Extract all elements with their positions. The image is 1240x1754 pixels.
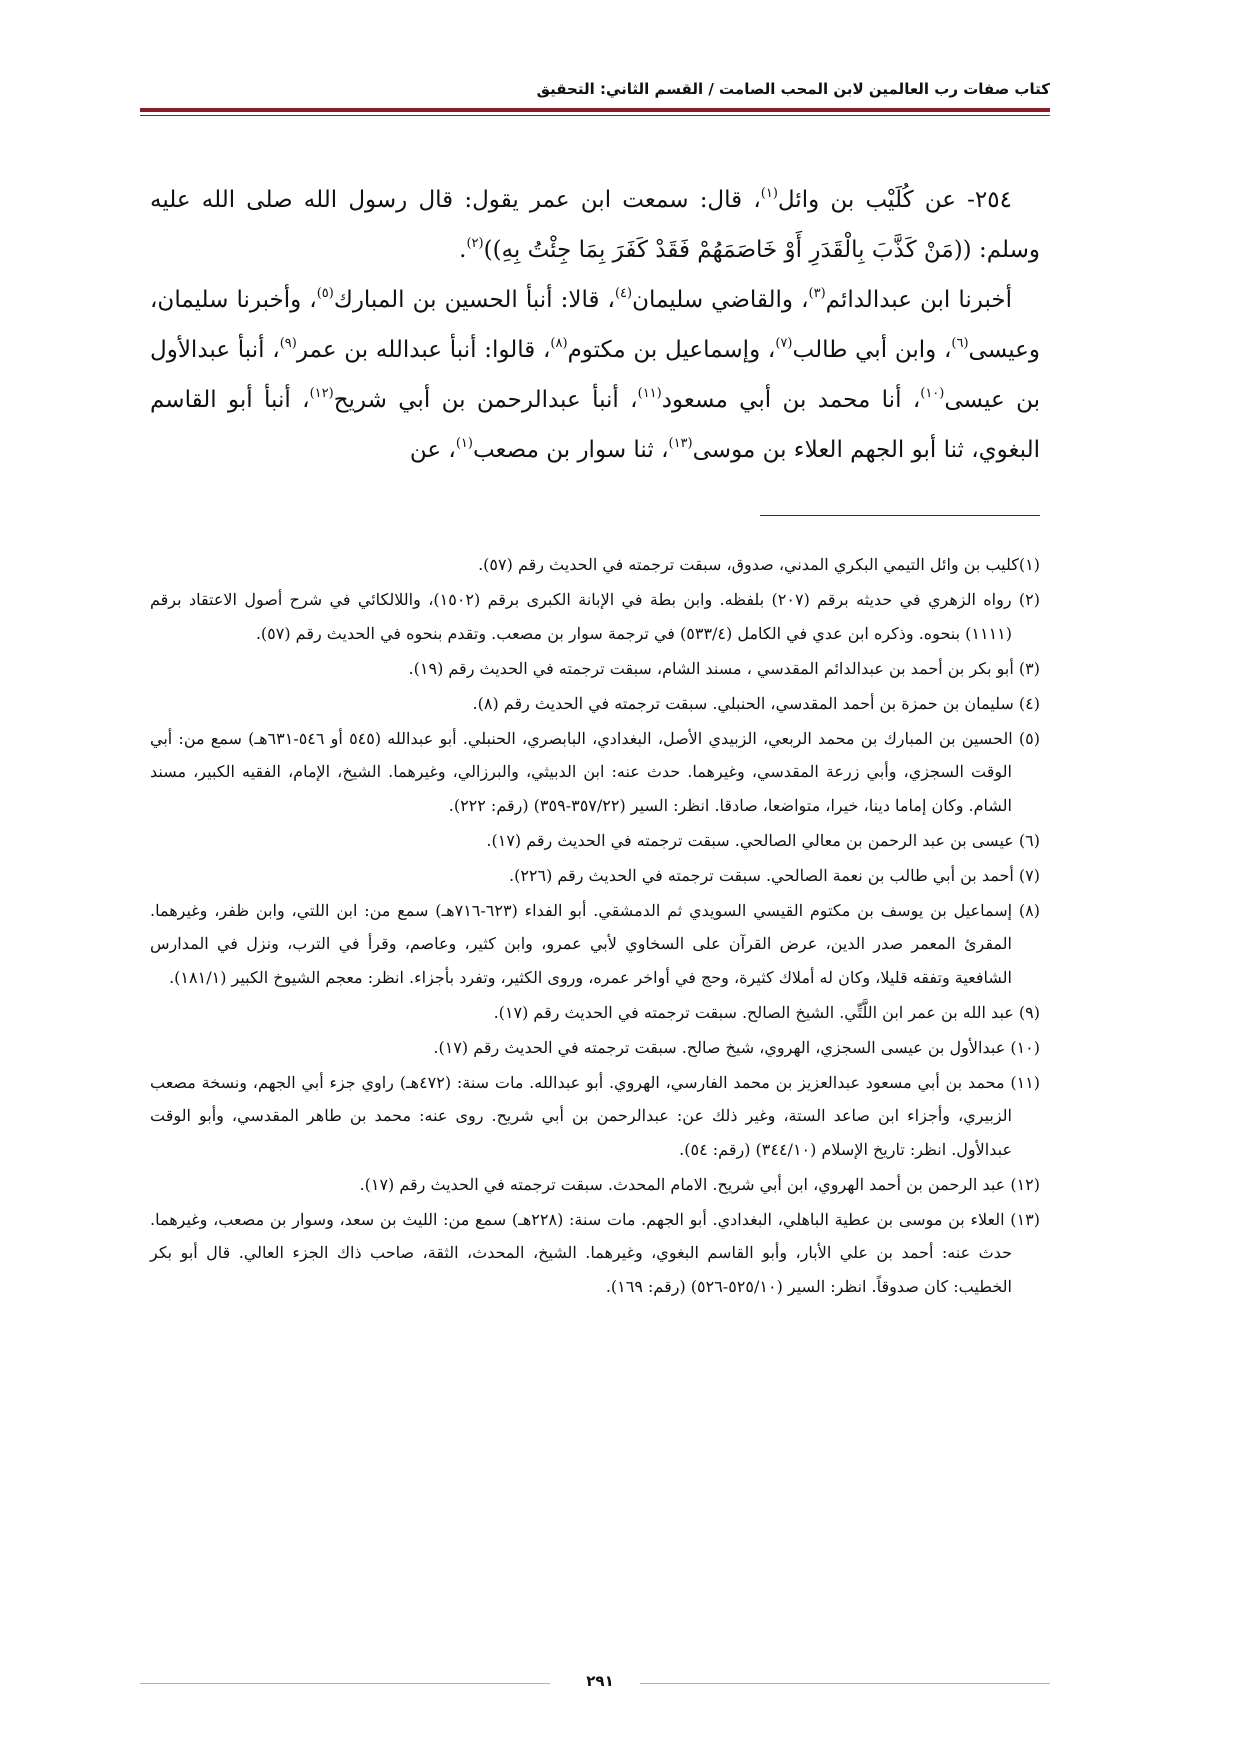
- footnote: (١٣) العلاء بن موسى بن عطية الباهلي، البغدادي. أبو الجهم. مات سنة: (٢٢٨هـ) سمع من: الليث بن سعد، وسوار بن مصعب، وغيرهما. حدث عنه: أحمد بن علي الأبار، وأبو القاسم البغوي، وغيرهما. الشيخ، المحدث، الثقة، صاحب ذاك الجزء العالي. قال أبو بكر الخطيب: كان صدوقاً. انظر: السير (٥٢٥/١٠-٥٢٦) (رقم: ١٦٩).: [150, 1209, 1040, 1296]
- footnote: (١١) محمد بن أبي مسعود عبدالعزيز بن محمد الفارسي، الهروي. أبو عبدالله. مات سنة: (٤٧٢هـ) راوي جزء أبي الجهم، ونسخة مصعب الزبيري، وأجزاء ابن صاعد الستة، وغير ذلك عن: عبدالرحمن بن أبي شريح. روى عنه: محمد بن طاهر المقدسي، وأبو الوقت عبدالأول. انظر: تاريخ الإسلام (٣٤٤/١٠) (رقم: ٥٤).: [150, 1072, 1040, 1159]
- text-span: ، وأخبرنا سليمان، وعيسى: [150, 287, 1040, 363]
- text-span: ، قال: سمعت ابن عمر يقول: قال رسول الله صلى الله عليه وسلم: ((مَنْ كَذَّبَ بِالْقَدَرِ أَوْ خَاصَمَهُمْ فَقَدْ كَفَرَ بِمَا جِئْتُ بِهِ)): [150, 187, 1040, 263]
- footnote: (٧) أحمد بن أبي طالب بن نعمة الصالحي. سبقت ترجمته في الحديث رقم (٢٢٦).: [508, 865, 1040, 885]
- text-span: ، عن: [409, 437, 456, 463]
- text-span: ، أنبأ أبو القاسم البغوي، ثنا أبو الجهم العلاء بن موسى: [150, 387, 1040, 463]
- footnote: (٤) سليمان بن حمزة بن أحمد المقدسي، الحنبلي. سبقت ترجمته في الحديث رقم (٨).: [472, 693, 1040, 713]
- footnote-ref: (١١): [637, 386, 662, 401]
- footnote-ref: (٤): [614, 286, 633, 301]
- text-span: ، قالوا: أنبأ عبدالله بن عمر: [296, 337, 551, 363]
- footnote-ref: (١٠): [920, 386, 945, 401]
- hadith-paragraph: [150, 175, 1040, 275]
- text-span: ، وابن أبي طالب: [792, 337, 952, 363]
- footer-rule-left: [140, 1683, 550, 1684]
- footnote: (٨) إسماعيل بن يوسف بن مكتوم القيسي السويدي ثم الدمشقي. أبو الفداء (٦٢٣-٧١٦هـ) سمع من: ابن اللتي، وابن ظفر، وغيرهما. المقرئ المعمر صدر الدين، عرض القرآن على السخاوي لأبي عمرو، وابن كثير، وعاصم، وقرأ في الترب، ونزل في المدارس الشافعية وتفقه قليلا، وكان له أملاك كثيرة، وحج في أواخر عمره، وروى الكثير، وتفرد بأجزاء. انظر: معجم الشيوخ الكبير (١٨١/١).: [150, 900, 1041, 987]
- text-span: أخبرنا ابن عبدالدائم: [825, 287, 1012, 313]
- footnotes: [150, 548, 1040, 1305]
- footnote: (٩) عبد الله بن عمر ابن اللَّتِّي. الشيخ الصالح. سبقت ترجمته في الحديث رقم (١٧).: [493, 1002, 1040, 1022]
- footnote-ref: (٦): [951, 336, 969, 351]
- footnote-ref: (٢): [466, 236, 484, 251]
- text-span: ، أنبأ عبدالأول بن عيسى: [150, 337, 1041, 413]
- footnote: (٣) أبو بكر بن أحمد بن عبدالدائم المقدسي ، مسند الشام، سبقت ترجمته في الحديث رقم (١٩).: [408, 658, 1040, 678]
- text-span: ، والقاضي سليمان: [632, 287, 809, 313]
- main-text: [150, 175, 1040, 475]
- footnote-ref: (١٣): [668, 436, 693, 451]
- footnote: (١)كليب بن وائل التيمي البكري المدني، صدوق، سبقت ترجمته في الحديث رقم (٥٧).: [478, 555, 1040, 574]
- footnote: (٥) الحسين بن المبارك بن محمد الربعي، الزبيدي الأصل، البغدادي، البابصري، الحنبلي. أبو عبدالله (٥٤٥ أو ٥٤٦-٦٣١هـ) سمع من: أبي الوقت السجزي، وأبي زرعة المقدسي، وغيرهما. حدث عنه: ابن الدبيثي، والبرزالي، وغيرهما. الشيخ، الإمام، الفقيه الكبير، مسند الشام. وكان إماما دينا، خيرا، متواضعا، صادقا. انظر: السير (٣٥٧/٢٢-٣٥٩) (رقم: ٢٢٢).: [150, 728, 1041, 815]
- header-rule: [140, 108, 1050, 112]
- text-span: ، قالا: أنبأ الحسين بن المبارك: [333, 287, 615, 313]
- footnote: (١٠) عبدالأول بن عيسى السجزي، الهروي، شيخ صالح. سبقت ترجمته في الحديث رقم (١٧).: [433, 1037, 1040, 1057]
- footnote-ref: (١٢): [309, 386, 334, 401]
- footer-rule-right: [640, 1683, 1050, 1684]
- footnote-ref: (٥): [316, 286, 334, 301]
- page-number: ٢٩١: [586, 1672, 614, 1690]
- text-span: ، ثنا سوار بن مصعب: [472, 437, 669, 463]
- footnote-ref: (٨): [550, 336, 568, 351]
- footnote: (٢) رواه الزهري في حديثه برقم (٢٠٧) بلفظه. وابن بطة في الإبانة الكبرى برقم (١٥٠٢)، واللالكائي في شرح أصول الاعتقاد برقم (١١١١) بنحوه. وذكره ابن عدي في الكامل (٥٣٣/٤) في ترجمة سوار بن مصعب. وتقدم بنحوه في الحديث رقم (٥٧).: [150, 590, 1040, 643]
- footnote: (١٢) عبد الرحمن بن أحمد الهروي، ابن أبي شريح. الامام المحدث. سبقت ترجمته في الحديث رقم (١٧).: [359, 1174, 1040, 1194]
- footnote-ref: (١): [455, 436, 473, 451]
- running-header: كتاب صفات رب العالمين لابن المحب الصامت / القسم الثاني: التحقيق: [536, 80, 1050, 98]
- text-span: ٢٥٤- عن كُلَيْب بن وائل: [777, 187, 1012, 213]
- footnote-ref: (١): [760, 186, 778, 201]
- text-span: .: [459, 237, 467, 263]
- text-span: ، أنا محمد بن أبي مسعود: [661, 387, 921, 413]
- footnote-separator: [760, 515, 1040, 516]
- footnote-ref: (٩): [279, 336, 297, 351]
- text-span: ، وإسماعيل بن مكتوم: [567, 337, 776, 363]
- text-span: ، أنبأ عبدالرحمن بن أبي شريح: [333, 387, 638, 413]
- isnad-paragraph: [150, 275, 1040, 475]
- footnote: (٦) عيسى بن عبد الرحمن بن معالي الصالحي. سبقت ترجمته في الحديث رقم (١٧).: [486, 830, 1040, 850]
- footnote-ref: (٧): [775, 336, 793, 351]
- header-rule-thin: [140, 115, 1050, 116]
- footnote-ref: (٣): [808, 286, 826, 301]
